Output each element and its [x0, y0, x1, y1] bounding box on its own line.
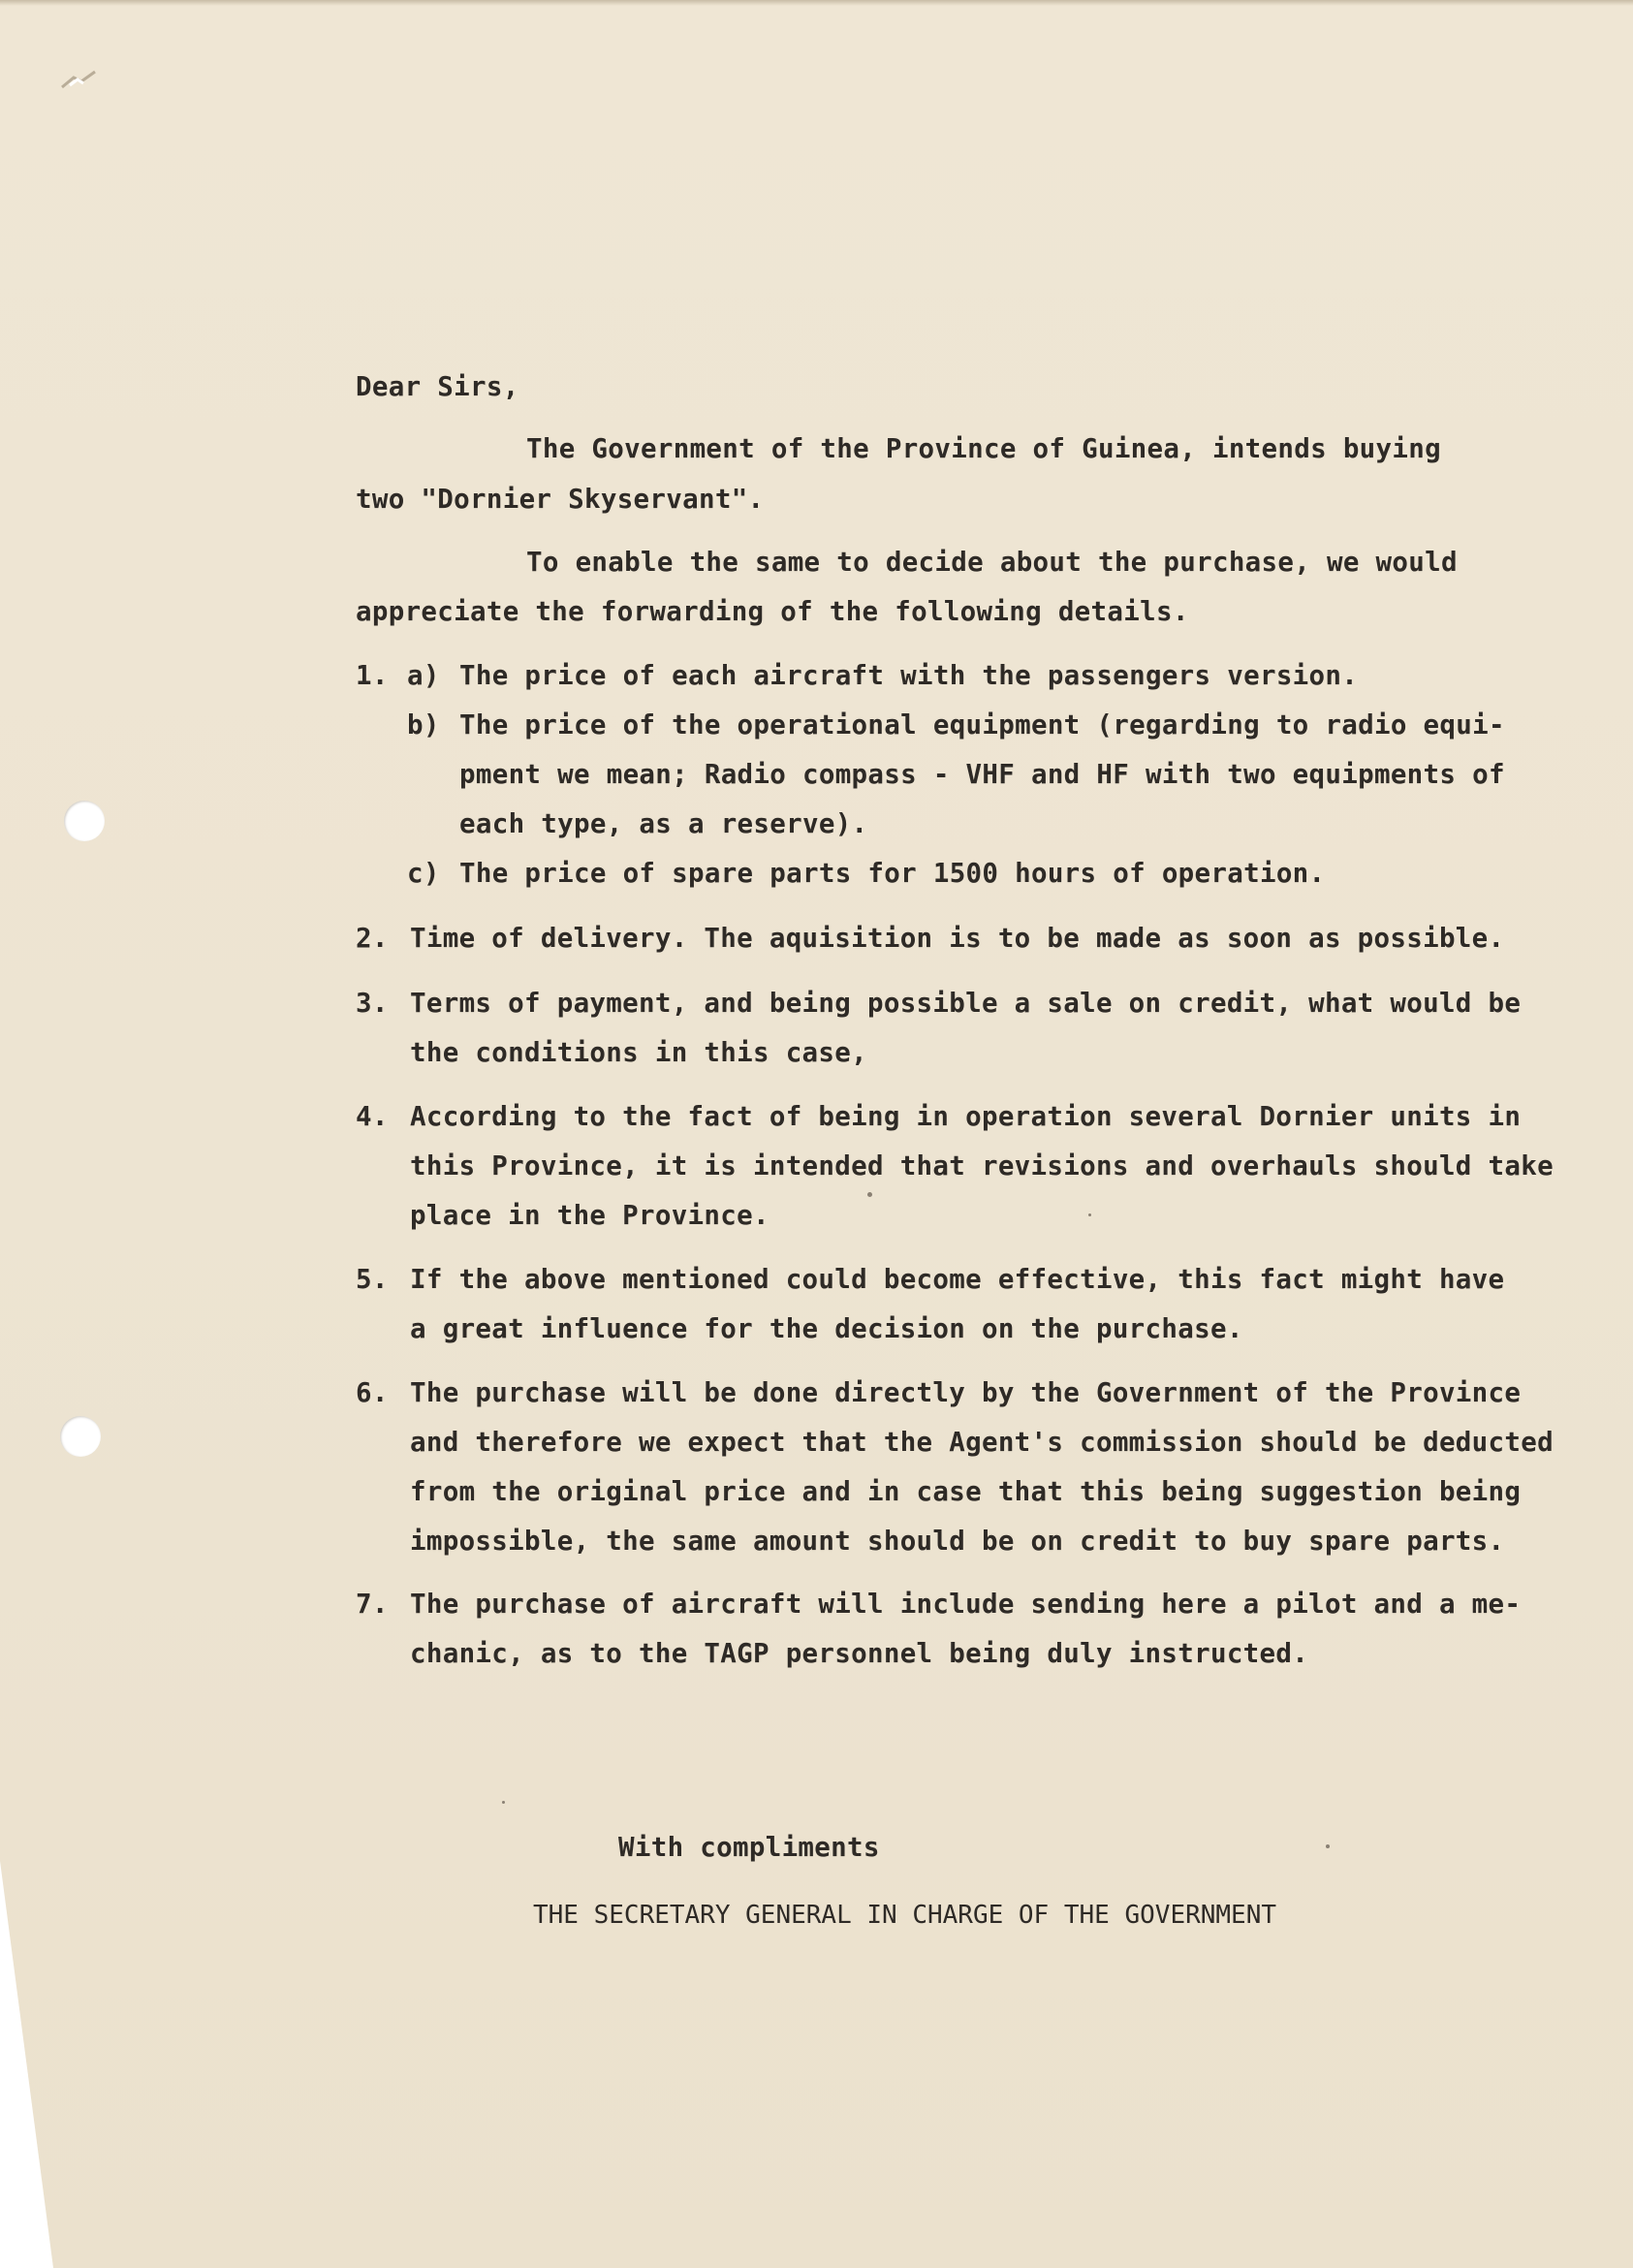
- list-item-line: from the original price and in case that this being suggestion being: [410, 1476, 1522, 1507]
- list-item-line: chanic, as to the TAGP personnel being duly instructed.: [410, 1638, 1309, 1669]
- list-item-line: The purchase of aircraft will include sending here a pilot and a me-: [410, 1589, 1522, 1620]
- list-item-line: pment we mean; Radio compass - VHF and HF with two equipments of: [459, 759, 1505, 790]
- list-item-line: this Province, it is intended that revisions and overhauls should take: [410, 1150, 1554, 1181]
- list-item-line: Time of delivery. The aquisition is to be made as soon as possible.: [410, 923, 1505, 954]
- item-number: 5.: [356, 1264, 389, 1295]
- item-number: 7.: [356, 1589, 389, 1620]
- item-number: 1.: [356, 660, 389, 691]
- list-item-line: each type, as a reserve).: [459, 808, 868, 839]
- list-item-line: The price of the operational equipment (regarding to radio equi-: [459, 709, 1505, 740]
- item-number: 4.: [356, 1101, 389, 1132]
- intro-line-1: The Government of the Province of Guinea, intends buying: [526, 433, 1441, 464]
- list-item-line: impossible, the same amount should be on credit to buy spare parts.: [410, 1526, 1505, 1557]
- subitem-marker: b): [407, 709, 440, 740]
- item-number: 2.: [356, 923, 389, 954]
- signatory-title: THE SECRETARY GENERAL IN CHARGE OF THE GOVERNMENT: [533, 1901, 1277, 1930]
- list-item-line: the conditions in this case,: [410, 1037, 867, 1068]
- list-item-line: and therefore we expect that the Agent's commission should be deducted: [410, 1427, 1554, 1458]
- list-item-line: Terms of payment, and being possible a sale on credit, what would be: [410, 988, 1522, 1019]
- list-item-line: The price of spare parts for 1500 hours of operation.: [459, 858, 1326, 889]
- request-line-2: appreciate the forwarding of the following details.: [356, 596, 1189, 627]
- request-line-1: To enable the same to decide about the purchase, we would: [526, 547, 1458, 578]
- list-item-line: If the above mentioned could become effective, this fact might have: [410, 1264, 1505, 1295]
- subitem-marker: a): [407, 660, 440, 691]
- list-item-line: The price of each aircraft with the passengers version.: [459, 660, 1359, 691]
- subitem-marker: c): [407, 858, 440, 889]
- list-item-line: place in the Province.: [410, 1200, 769, 1231]
- list-item-line: a great influence for the decision on the purchase.: [410, 1313, 1243, 1344]
- intro-line-2: two "Dornier Skyservant".: [356, 484, 765, 515]
- item-number: 6.: [356, 1377, 389, 1408]
- list-item-line: According to the fact of being in operation several Dornier units in: [410, 1101, 1522, 1132]
- list-item-line: The purchase will be done directly by the Government of the Province: [410, 1377, 1522, 1408]
- salutation: Dear Sirs,: [356, 371, 519, 402]
- item-number: 3.: [356, 988, 389, 1019]
- closing-phrase: With compliments: [618, 1832, 880, 1863]
